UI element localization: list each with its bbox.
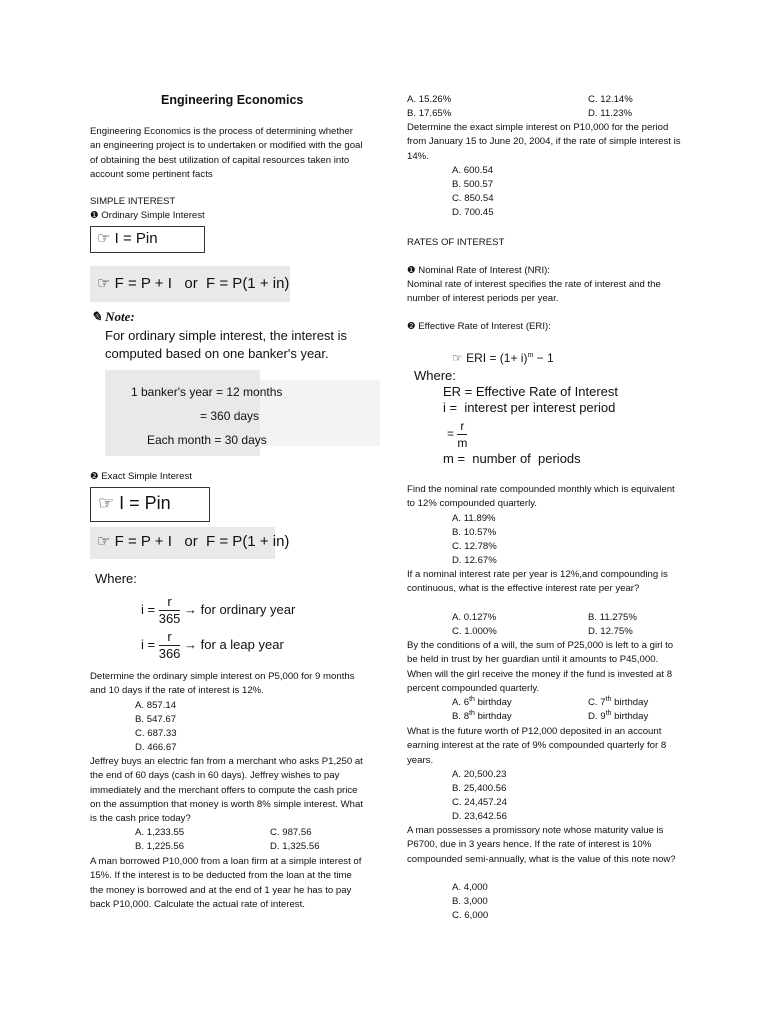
question-cash-price: Jeffrey buys an electric fan from a merchant who asks P1,250 at the end of 60 days (cash in 60 days). Jeffrey wishes to pay immediately and the merchant offers to compute the cash price on the assumption that money is worth 8% simple interest. What is the cash price today?	[90, 756, 364, 825]
formula-exact-future-worth: ☞ F = P + I or F = P(1 + in)	[97, 533, 290, 550]
er-definition: ER = Effective Rate of Interest	[443, 384, 618, 399]
choice: D. 12.67%	[452, 555, 497, 566]
question-exact-interest: Determine the exact simple interest on P10,000 for the period from January 15 to June 20, 2004, if the rate of simple interest is 14%.	[407, 122, 681, 162]
arrow-right-icon: →	[184, 601, 198, 617]
fraction-r-over-366: $\frac{r}{366}$	[158, 629, 181, 661]
exact-simple-interest-label: ❷ Exact Simple Interest	[90, 471, 192, 482]
pencil-icon: ✎	[91, 309, 102, 324]
page-title: Engineering Economics	[161, 93, 304, 107]
choice: A. 4,000	[452, 882, 488, 893]
choice: A. 0.127%	[452, 612, 497, 623]
number-one-marker: ❶	[90, 210, 99, 221]
bankers-year-months: 1 banker's year = 12 months	[131, 385, 283, 399]
choice: D. 12.75%	[588, 626, 633, 637]
m-definition: m = number of periods	[443, 451, 581, 466]
choice: C. 12.14%	[588, 94, 633, 105]
where-label-right: Where:	[414, 368, 456, 383]
pointing-hand-icon: ☞	[97, 533, 111, 550]
choice: C. 987.56	[270, 827, 312, 838]
eri-formula: ☞ ERI = $(1+ i)^m - 1$	[452, 351, 554, 365]
formula-future-worth: ☞ F = P + I or F = P(1 + in)	[97, 275, 290, 292]
i-definition: i = interest per interest period	[443, 400, 616, 415]
arrow-right-icon: →	[184, 636, 198, 652]
choice: C. 1.000%	[452, 626, 497, 637]
choice: B. 547.67	[135, 714, 177, 725]
question-continuous-compounding: If a nominal interest rate per year is 12%,and compounding is continuous, what is the effective interest rate per year?	[407, 569, 668, 595]
choice: B. 17.65%	[407, 108, 452, 119]
choice: B. 8th birthday	[452, 709, 512, 722]
fraction-r-over-m: $\frac{r}{m}$	[457, 419, 468, 450]
question-will-trust: By the conditions of a will, the sum of P25,000 is left to a girl to be held in trust by her guardian until it amounts to P45,000. When will the girl receive the money if the fund is invested at 8 percent compounded quarterly.	[407, 640, 674, 694]
fraction-r-over-365: $\frac{r}{365}$	[158, 594, 181, 626]
pointing-hand-icon: ☞	[97, 275, 111, 292]
choice: A. 15.26%	[407, 94, 452, 105]
choice: C. 12.78%	[452, 541, 497, 552]
question-actual-rate: A man borrowed P10,000 from a loan firm at a simple interest of 15%. If the interest is to be deducted from the loan at the time the money is borrowed and at the end of 1 year he has to pay back P10,000. Calculate the actual rate of interest.	[90, 856, 362, 910]
choice: A. 20,500.23	[452, 769, 507, 780]
choice: B. 3,000	[452, 896, 488, 907]
choice: A. 6th birthday	[452, 695, 512, 708]
choice: A. 600.54	[452, 165, 494, 176]
choice: B. 11.275%	[588, 612, 637, 623]
question-future-worth: What is the future worth of P12,000 deposited in an account earning interest at the rate of 9% compounded quarterly for 8 years.	[407, 726, 667, 766]
question-nominal-rate: Find the nominal rate compounded monthly which is equivalent to 12% compounded quarterly.	[407, 484, 675, 510]
choice: B. 500.57	[452, 179, 494, 190]
pointing-hand-icon: ☞	[97, 230, 111, 247]
choice: D. 23,642.56	[452, 811, 507, 822]
number-two-marker: ❷	[407, 321, 416, 332]
leap-year-formula: i = $\frac{r}{366}$ → for a leap year	[141, 629, 284, 661]
nominal-rate-definition: Nominal rate of interest specifies the rate of interest and the number of interest periods per year.	[407, 279, 661, 305]
formula-exact-interest: ☞ I = Pin	[98, 493, 171, 513]
question-ordinary-interest: Determine the ordinary simple interest on P5,000 for 9 months and 10 days if the rate of interest is 12%.	[90, 671, 355, 697]
simple-interest-heading: SIMPLE INTEREST	[90, 196, 176, 207]
choice: C. 24,457.24	[452, 797, 507, 808]
note-text: For ordinary simple interest, the interest is computed based on one banker's year.	[105, 328, 348, 361]
choice: C. 687.33	[135, 728, 177, 739]
choice: B. 10.57%	[452, 527, 497, 538]
intro-paragraph: Engineering Economics is the process of determining whether an engineering project is to undertaken or modified with the goal of obtaining the best utilization of capital resources taken into account some pertinent facts	[90, 126, 363, 180]
choice: B. 1,225.56	[135, 841, 185, 852]
choice: A. 1,233.55	[135, 827, 185, 838]
ordinary-simple-interest-label: ❶ Ordinary Simple Interest	[90, 210, 205, 221]
nominal-rate-label: ❶ Nominal Rate of Interest (NRI):	[407, 265, 550, 276]
number-two-marker: ❷	[90, 471, 99, 482]
rates-of-interest-heading: RATES OF INTEREST	[407, 237, 505, 248]
choice: A. 11.89%	[452, 513, 496, 524]
choice: C. 850.54	[452, 193, 494, 204]
question-promissory-note: A man possesses a promissory note whose maturity value is P6700, due in 3 years hence. If the rate of interest is 10% compounded semi-annually, what is the value of this note now?	[407, 825, 676, 865]
effective-rate-label: ❷ Effective Rate of Interest (ERI):	[407, 321, 551, 332]
choice: C. 7th birthday	[588, 695, 649, 708]
note-label: ✎ Note:	[91, 309, 135, 324]
bankers-year-days: = 360 days	[200, 409, 260, 423]
choice: D. 11.23%	[588, 108, 633, 119]
number-one-marker: ❶	[407, 265, 416, 276]
pointing-hand-icon: ☞	[98, 493, 115, 513]
choice: D. 9th birthday	[588, 709, 649, 722]
formula-interest: ☞ I = Pin	[97, 230, 158, 247]
r-over-m-formula: = $\frac{r}{m}$	[447, 419, 468, 450]
each-month-days: Each month = 30 days	[147, 433, 267, 447]
choice: D. 700.45	[452, 207, 494, 218]
choice: D. 466.67	[135, 742, 177, 753]
choice: B. 25,400.56	[452, 783, 507, 794]
ordinary-year-formula: i = $\frac{r}{365}$ → for ordinary year	[141, 594, 296, 626]
where-label-left: Where:	[95, 571, 137, 586]
choice: D. 1,325.56	[270, 841, 320, 852]
choice: A. 857.14	[135, 700, 177, 711]
choice: C. 6,000	[452, 910, 489, 921]
pointing-hand-icon: ☞	[452, 351, 463, 365]
